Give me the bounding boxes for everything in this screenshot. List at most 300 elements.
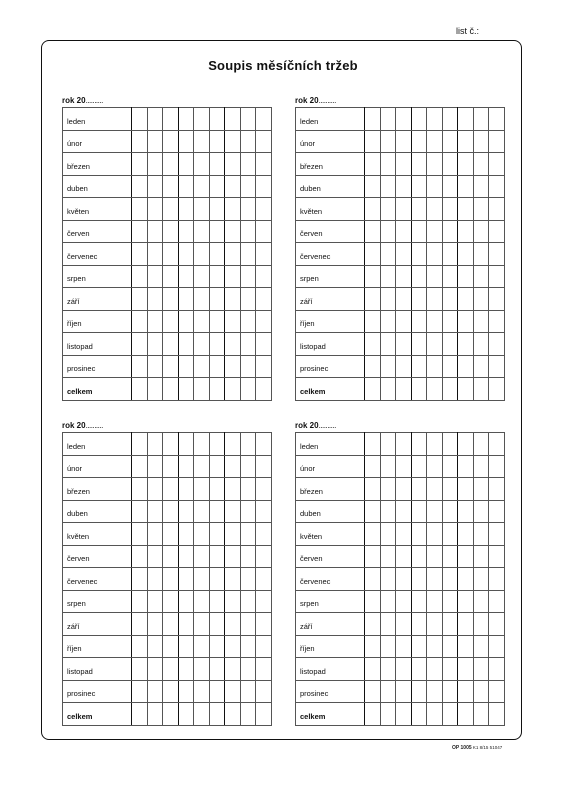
amount-entry-cell[interactable] (147, 310, 163, 333)
amount-entry-cell[interactable] (396, 545, 412, 568)
amount-entry-cell[interactable] (256, 680, 272, 703)
amount-entry-cell[interactable] (209, 500, 225, 523)
amount-entry-cell[interactable] (411, 523, 427, 546)
amount-entry-cell[interactable] (473, 310, 489, 333)
amount-entry-cell[interactable] (396, 265, 412, 288)
amount-entry-cell[interactable] (163, 590, 179, 613)
amount-entry-cell[interactable] (365, 198, 381, 221)
amount-entry-cell[interactable] (132, 288, 148, 311)
amount-entry-cell[interactable] (380, 310, 396, 333)
amount-entry-cell[interactable] (178, 500, 194, 523)
amount-entry-cell[interactable] (473, 130, 489, 153)
amount-entry-cell[interactable] (411, 220, 427, 243)
amount-entry-cell[interactable] (132, 500, 148, 523)
amount-entry-cell[interactable] (427, 378, 443, 401)
amount-entry-cell[interactable] (365, 153, 381, 176)
amount-entry-cell[interactable] (411, 433, 427, 456)
amount-entry-cell[interactable] (473, 635, 489, 658)
amount-entry-cell[interactable] (240, 703, 256, 726)
amount-entry-cell[interactable] (194, 658, 210, 681)
amount-entry-cell[interactable] (396, 175, 412, 198)
amount-entry-cell[interactable] (163, 175, 179, 198)
amount-entry-cell[interactable] (427, 545, 443, 568)
amount-entry-cell[interactable] (396, 455, 412, 478)
amount-entry-cell[interactable] (225, 310, 241, 333)
amount-entry-cell[interactable] (380, 500, 396, 523)
amount-entry-cell[interactable] (411, 243, 427, 266)
amount-entry-cell[interactable] (442, 455, 458, 478)
amount-entry-cell[interactable] (442, 153, 458, 176)
amount-entry-cell[interactable] (194, 243, 210, 266)
amount-entry-cell[interactable] (442, 130, 458, 153)
amount-entry-cell[interactable] (163, 433, 179, 456)
amount-entry-cell[interactable] (458, 108, 474, 131)
amount-entry-cell[interactable] (256, 433, 272, 456)
amount-entry-cell[interactable] (380, 288, 396, 311)
amount-entry-cell[interactable] (225, 153, 241, 176)
amount-entry-cell[interactable] (147, 433, 163, 456)
amount-entry-cell[interactable] (163, 545, 179, 568)
amount-entry-cell[interactable] (209, 703, 225, 726)
amount-entry-cell[interactable] (365, 523, 381, 546)
amount-entry-cell[interactable] (380, 590, 396, 613)
amount-entry-cell[interactable] (411, 613, 427, 636)
amount-entry-cell[interactable] (458, 130, 474, 153)
amount-entry-cell[interactable] (256, 355, 272, 378)
amount-entry-cell[interactable] (163, 613, 179, 636)
amount-entry-cell[interactable] (380, 703, 396, 726)
amount-entry-cell[interactable] (473, 243, 489, 266)
amount-entry-cell[interactable] (396, 635, 412, 658)
amount-entry-cell[interactable] (458, 455, 474, 478)
amount-entry-cell[interactable] (178, 265, 194, 288)
amount-entry-cell[interactable] (163, 378, 179, 401)
amount-entry-cell[interactable] (489, 198, 505, 221)
amount-entry-cell[interactable] (256, 108, 272, 131)
amount-entry-cell[interactable] (178, 703, 194, 726)
amount-entry-cell[interactable] (365, 658, 381, 681)
amount-entry-cell[interactable] (178, 310, 194, 333)
amount-entry-cell[interactable] (380, 568, 396, 591)
amount-entry-cell[interactable] (256, 658, 272, 681)
amount-entry-cell[interactable] (473, 108, 489, 131)
amount-entry-cell[interactable] (396, 243, 412, 266)
amount-entry-cell[interactable] (427, 703, 443, 726)
amount-entry-cell[interactable] (240, 355, 256, 378)
amount-entry-cell[interactable] (365, 613, 381, 636)
amount-entry-cell[interactable] (473, 153, 489, 176)
amount-entry-cell[interactable] (427, 433, 443, 456)
amount-entry-cell[interactable] (365, 108, 381, 131)
amount-entry-cell[interactable] (209, 658, 225, 681)
amount-entry-cell[interactable] (178, 355, 194, 378)
amount-entry-cell[interactable] (473, 355, 489, 378)
amount-entry-cell[interactable] (225, 333, 241, 356)
amount-entry-cell[interactable] (209, 153, 225, 176)
amount-entry-cell[interactable] (396, 130, 412, 153)
amount-entry-cell[interactable] (225, 433, 241, 456)
amount-entry-cell[interactable] (256, 310, 272, 333)
amount-entry-cell[interactable] (489, 355, 505, 378)
amount-entry-cell[interactable] (489, 703, 505, 726)
amount-entry-cell[interactable] (256, 500, 272, 523)
amount-entry-cell[interactable] (365, 243, 381, 266)
amount-entry-cell[interactable] (132, 703, 148, 726)
amount-entry-cell[interactable] (396, 433, 412, 456)
amount-entry-cell[interactable] (473, 175, 489, 198)
amount-entry-cell[interactable] (411, 635, 427, 658)
amount-entry-cell[interactable] (489, 500, 505, 523)
amount-entry-cell[interactable] (442, 635, 458, 658)
amount-entry-cell[interactable] (427, 500, 443, 523)
amount-entry-cell[interactable] (163, 243, 179, 266)
amount-entry-cell[interactable] (411, 108, 427, 131)
amount-entry-cell[interactable] (194, 500, 210, 523)
amount-entry-cell[interactable] (380, 613, 396, 636)
amount-entry-cell[interactable] (147, 703, 163, 726)
amount-entry-cell[interactable] (473, 590, 489, 613)
amount-entry-cell[interactable] (163, 478, 179, 501)
amount-entry-cell[interactable] (132, 175, 148, 198)
amount-entry-cell[interactable] (163, 265, 179, 288)
amount-entry-cell[interactable] (256, 613, 272, 636)
amount-entry-cell[interactable] (132, 590, 148, 613)
amount-entry-cell[interactable] (178, 198, 194, 221)
amount-entry-cell[interactable] (163, 500, 179, 523)
amount-entry-cell[interactable] (442, 680, 458, 703)
amount-entry-cell[interactable] (458, 355, 474, 378)
amount-entry-cell[interactable] (209, 590, 225, 613)
amount-entry-cell[interactable] (489, 108, 505, 131)
amount-entry-cell[interactable] (147, 198, 163, 221)
amount-entry-cell[interactable] (473, 433, 489, 456)
amount-entry-cell[interactable] (365, 333, 381, 356)
amount-entry-cell[interactable] (411, 455, 427, 478)
amount-entry-cell[interactable] (178, 378, 194, 401)
amount-entry-cell[interactable] (489, 568, 505, 591)
amount-entry-cell[interactable] (411, 310, 427, 333)
amount-entry-cell[interactable] (240, 590, 256, 613)
amount-entry-cell[interactable] (240, 523, 256, 546)
amount-entry-cell[interactable] (240, 433, 256, 456)
year-fill-in-field[interactable]: .......... (318, 421, 336, 430)
amount-entry-cell[interactable] (178, 523, 194, 546)
amount-entry-cell[interactable] (458, 658, 474, 681)
amount-entry-cell[interactable] (178, 220, 194, 243)
amount-entry-cell[interactable] (209, 108, 225, 131)
amount-entry-cell[interactable] (178, 153, 194, 176)
amount-entry-cell[interactable] (365, 310, 381, 333)
amount-entry-cell[interactable] (396, 310, 412, 333)
amount-entry-cell[interactable] (225, 455, 241, 478)
amount-entry-cell[interactable] (147, 265, 163, 288)
amount-entry-cell[interactable] (489, 613, 505, 636)
amount-entry-cell[interactable] (458, 478, 474, 501)
amount-entry-cell[interactable] (147, 108, 163, 131)
amount-entry-cell[interactable] (473, 455, 489, 478)
amount-entry-cell[interactable] (489, 590, 505, 613)
amount-entry-cell[interactable] (256, 523, 272, 546)
amount-entry-cell[interactable] (209, 198, 225, 221)
amount-entry-cell[interactable] (458, 288, 474, 311)
amount-entry-cell[interactable] (458, 545, 474, 568)
amount-entry-cell[interactable] (365, 175, 381, 198)
amount-entry-cell[interactable] (489, 378, 505, 401)
amount-entry-cell[interactable] (163, 288, 179, 311)
amount-entry-cell[interactable] (380, 478, 396, 501)
amount-entry-cell[interactable] (489, 545, 505, 568)
amount-entry-cell[interactable] (163, 198, 179, 221)
amount-entry-cell[interactable] (209, 545, 225, 568)
amount-entry-cell[interactable] (147, 613, 163, 636)
amount-entry-cell[interactable] (380, 680, 396, 703)
amount-entry-cell[interactable] (380, 433, 396, 456)
amount-entry-cell[interactable] (380, 333, 396, 356)
amount-entry-cell[interactable] (473, 545, 489, 568)
amount-entry-cell[interactable] (458, 523, 474, 546)
amount-entry-cell[interactable] (458, 703, 474, 726)
amount-entry-cell[interactable] (396, 378, 412, 401)
amount-entry-cell[interactable] (442, 175, 458, 198)
amount-entry-cell[interactable] (209, 378, 225, 401)
amount-entry-cell[interactable] (442, 545, 458, 568)
amount-entry-cell[interactable] (380, 220, 396, 243)
amount-entry-cell[interactable] (442, 590, 458, 613)
amount-entry-cell[interactable] (380, 658, 396, 681)
amount-entry-cell[interactable] (194, 433, 210, 456)
amount-entry-cell[interactable] (194, 680, 210, 703)
amount-entry-cell[interactable] (489, 310, 505, 333)
amount-entry-cell[interactable] (411, 703, 427, 726)
amount-entry-cell[interactable] (240, 545, 256, 568)
amount-entry-cell[interactable] (396, 355, 412, 378)
amount-entry-cell[interactable] (473, 378, 489, 401)
amount-entry-cell[interactable] (178, 243, 194, 266)
amount-entry-cell[interactable] (458, 590, 474, 613)
amount-entry-cell[interactable] (411, 333, 427, 356)
amount-entry-cell[interactable] (256, 220, 272, 243)
amount-entry-cell[interactable] (365, 220, 381, 243)
amount-entry-cell[interactable] (396, 613, 412, 636)
amount-entry-cell[interactable] (473, 703, 489, 726)
amount-entry-cell[interactable] (489, 175, 505, 198)
amount-entry-cell[interactable] (132, 433, 148, 456)
amount-entry-cell[interactable] (225, 545, 241, 568)
amount-entry-cell[interactable] (411, 198, 427, 221)
amount-entry-cell[interactable] (194, 590, 210, 613)
amount-entry-cell[interactable] (380, 523, 396, 546)
amount-entry-cell[interactable] (163, 680, 179, 703)
amount-entry-cell[interactable] (365, 703, 381, 726)
amount-entry-cell[interactable] (209, 478, 225, 501)
amount-entry-cell[interactable] (163, 130, 179, 153)
amount-entry-cell[interactable] (194, 153, 210, 176)
amount-entry-cell[interactable] (365, 500, 381, 523)
amount-entry-cell[interactable] (427, 198, 443, 221)
amount-entry-cell[interactable] (365, 680, 381, 703)
amount-entry-cell[interactable] (380, 175, 396, 198)
amount-entry-cell[interactable] (442, 310, 458, 333)
amount-entry-cell[interactable] (473, 288, 489, 311)
amount-entry-cell[interactable] (225, 288, 241, 311)
year-fill-in-field[interactable]: .......... (318, 96, 336, 105)
amount-entry-cell[interactable] (147, 130, 163, 153)
amount-entry-cell[interactable] (473, 333, 489, 356)
amount-entry-cell[interactable] (365, 433, 381, 456)
amount-entry-cell[interactable] (163, 703, 179, 726)
amount-entry-cell[interactable] (442, 500, 458, 523)
amount-entry-cell[interactable] (132, 220, 148, 243)
amount-entry-cell[interactable] (132, 153, 148, 176)
amount-entry-cell[interactable] (427, 130, 443, 153)
amount-entry-cell[interactable] (209, 433, 225, 456)
amount-entry-cell[interactable] (489, 288, 505, 311)
amount-entry-cell[interactable] (256, 153, 272, 176)
amount-entry-cell[interactable] (427, 680, 443, 703)
amount-entry-cell[interactable] (489, 130, 505, 153)
amount-entry-cell[interactable] (240, 568, 256, 591)
amount-entry-cell[interactable] (194, 175, 210, 198)
amount-entry-cell[interactable] (473, 478, 489, 501)
amount-entry-cell[interactable] (489, 243, 505, 266)
amount-entry-cell[interactable] (365, 378, 381, 401)
amount-entry-cell[interactable] (225, 130, 241, 153)
amount-entry-cell[interactable] (442, 288, 458, 311)
amount-entry-cell[interactable] (240, 680, 256, 703)
amount-entry-cell[interactable] (209, 333, 225, 356)
amount-entry-cell[interactable] (178, 658, 194, 681)
amount-entry-cell[interactable] (194, 265, 210, 288)
amount-entry-cell[interactable] (256, 333, 272, 356)
amount-entry-cell[interactable] (194, 568, 210, 591)
amount-entry-cell[interactable] (240, 500, 256, 523)
amount-entry-cell[interactable] (163, 220, 179, 243)
amount-entry-cell[interactable] (473, 613, 489, 636)
amount-entry-cell[interactable] (427, 333, 443, 356)
amount-entry-cell[interactable] (458, 175, 474, 198)
amount-entry-cell[interactable] (473, 568, 489, 591)
amount-entry-cell[interactable] (458, 635, 474, 658)
amount-entry-cell[interactable] (442, 613, 458, 636)
amount-entry-cell[interactable] (396, 500, 412, 523)
amount-entry-cell[interactable] (163, 658, 179, 681)
amount-entry-cell[interactable] (411, 500, 427, 523)
amount-entry-cell[interactable] (365, 635, 381, 658)
amount-entry-cell[interactable] (365, 478, 381, 501)
amount-entry-cell[interactable] (225, 220, 241, 243)
amount-entry-cell[interactable] (365, 590, 381, 613)
amount-entry-cell[interactable] (365, 130, 381, 153)
amount-entry-cell[interactable] (442, 433, 458, 456)
amount-entry-cell[interactable] (256, 130, 272, 153)
amount-entry-cell[interactable] (458, 153, 474, 176)
amount-entry-cell[interactable] (178, 288, 194, 311)
amount-entry-cell[interactable] (194, 333, 210, 356)
amount-entry-cell[interactable] (163, 635, 179, 658)
amount-entry-cell[interactable] (225, 703, 241, 726)
amount-entry-cell[interactable] (240, 378, 256, 401)
amount-entry-cell[interactable] (427, 613, 443, 636)
amount-entry-cell[interactable] (163, 568, 179, 591)
amount-entry-cell[interactable] (489, 333, 505, 356)
amount-entry-cell[interactable] (256, 568, 272, 591)
amount-entry-cell[interactable] (240, 243, 256, 266)
amount-entry-cell[interactable] (132, 545, 148, 568)
amount-entry-cell[interactable] (178, 590, 194, 613)
amount-entry-cell[interactable] (209, 265, 225, 288)
amount-entry-cell[interactable] (396, 680, 412, 703)
amount-entry-cell[interactable] (163, 153, 179, 176)
amount-entry-cell[interactable] (225, 265, 241, 288)
amount-entry-cell[interactable] (163, 355, 179, 378)
amount-entry-cell[interactable] (411, 545, 427, 568)
amount-entry-cell[interactable] (396, 333, 412, 356)
amount-entry-cell[interactable] (147, 523, 163, 546)
amount-entry-cell[interactable] (489, 523, 505, 546)
amount-entry-cell[interactable] (194, 378, 210, 401)
amount-entry-cell[interactable] (147, 455, 163, 478)
amount-entry-cell[interactable] (442, 108, 458, 131)
amount-entry-cell[interactable] (225, 378, 241, 401)
amount-entry-cell[interactable] (132, 680, 148, 703)
amount-entry-cell[interactable] (147, 378, 163, 401)
amount-entry-cell[interactable] (489, 455, 505, 478)
amount-entry-cell[interactable] (396, 288, 412, 311)
amount-entry-cell[interactable] (380, 635, 396, 658)
amount-entry-cell[interactable] (427, 523, 443, 546)
amount-entry-cell[interactable] (365, 355, 381, 378)
amount-entry-cell[interactable] (194, 108, 210, 131)
amount-entry-cell[interactable] (365, 265, 381, 288)
amount-entry-cell[interactable] (458, 220, 474, 243)
amount-entry-cell[interactable] (178, 130, 194, 153)
amount-entry-cell[interactable] (473, 523, 489, 546)
amount-entry-cell[interactable] (225, 355, 241, 378)
amount-entry-cell[interactable] (194, 310, 210, 333)
amount-entry-cell[interactable] (240, 153, 256, 176)
amount-entry-cell[interactable] (411, 288, 427, 311)
amount-entry-cell[interactable] (396, 153, 412, 176)
amount-entry-cell[interactable] (411, 355, 427, 378)
amount-entry-cell[interactable] (147, 545, 163, 568)
amount-entry-cell[interactable] (225, 568, 241, 591)
amount-entry-cell[interactable] (209, 288, 225, 311)
amount-entry-cell[interactable] (365, 568, 381, 591)
amount-entry-cell[interactable] (209, 455, 225, 478)
amount-entry-cell[interactable] (489, 220, 505, 243)
amount-entry-cell[interactable] (411, 175, 427, 198)
amount-entry-cell[interactable] (194, 220, 210, 243)
amount-entry-cell[interactable] (396, 198, 412, 221)
amount-entry-cell[interactable] (147, 568, 163, 591)
amount-entry-cell[interactable] (225, 680, 241, 703)
amount-entry-cell[interactable] (365, 545, 381, 568)
amount-entry-cell[interactable] (442, 523, 458, 546)
amount-entry-cell[interactable] (225, 108, 241, 131)
amount-entry-cell[interactable] (194, 130, 210, 153)
amount-entry-cell[interactable] (194, 198, 210, 221)
amount-entry-cell[interactable] (147, 590, 163, 613)
amount-entry-cell[interactable] (256, 545, 272, 568)
amount-entry-cell[interactable] (178, 455, 194, 478)
amount-entry-cell[interactable] (147, 635, 163, 658)
amount-entry-cell[interactable] (489, 680, 505, 703)
amount-entry-cell[interactable] (178, 613, 194, 636)
amount-entry-cell[interactable] (132, 265, 148, 288)
amount-entry-cell[interactable] (132, 523, 148, 546)
amount-entry-cell[interactable] (163, 455, 179, 478)
amount-entry-cell[interactable] (225, 478, 241, 501)
